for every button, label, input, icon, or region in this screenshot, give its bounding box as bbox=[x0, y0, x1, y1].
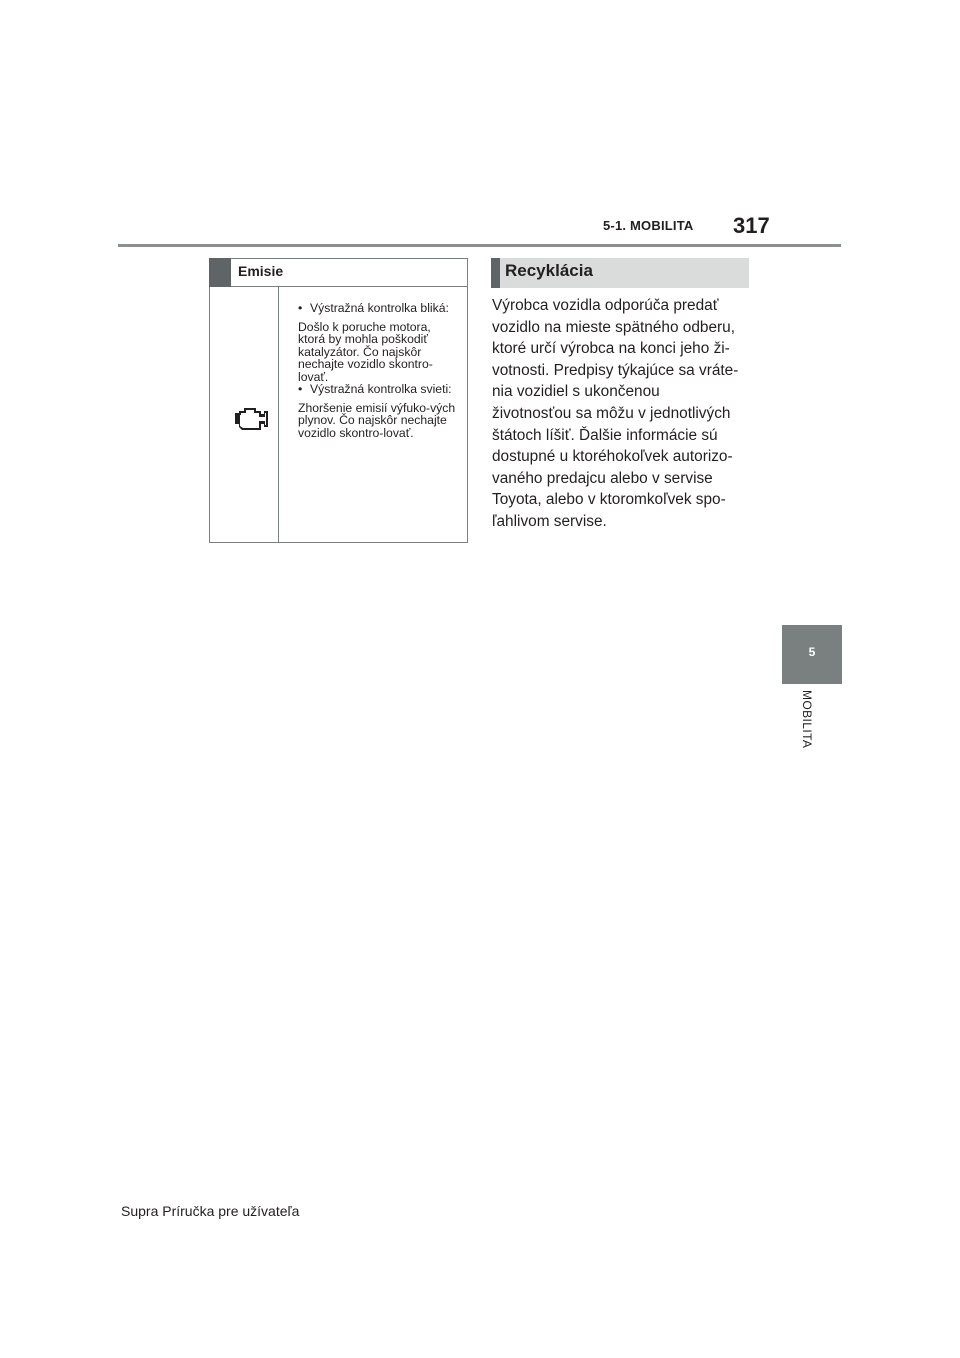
recyklacia-line: ktoré určí výrobca na konci jeho ži- bbox=[492, 340, 730, 358]
emisie-title: Emisie bbox=[238, 263, 284, 279]
footer-text: Supra Príručka pre užívateľa bbox=[121, 1203, 300, 1219]
emisie-description bbox=[298, 302, 460, 439]
header-divider bbox=[118, 244, 841, 247]
recyklacia-line: životnosťou sa môžu v jednotlivých bbox=[492, 404, 731, 422]
check-engine-icon bbox=[232, 404, 272, 434]
recyklacia-line: ľahlivom servise. bbox=[492, 512, 607, 530]
warning-steady-text: Zhoršenie emisií výfuko-vých plynov. Čo najskôr nechajte vozidlo skontro-lovať. bbox=[298, 400, 456, 440]
recyklacia-line: vozidlo na mieste spätného odberu, bbox=[492, 318, 735, 336]
emisie-header-bar bbox=[209, 258, 231, 287]
recyklacia-line: dostupné u ktoréhokoľvek autorizo- bbox=[492, 448, 733, 466]
recyklacia-title: Recyklácia bbox=[505, 261, 593, 280]
chapter-tab-number: 5 bbox=[808, 645, 816, 659]
emisie-table-divider bbox=[278, 287, 279, 543]
recyklacia-line: vaného predajcu alebo v servise bbox=[492, 469, 713, 487]
recyklacia-line: Výrobca vozidla odporúča predať bbox=[492, 297, 719, 314]
warning-blinking-bullet: • Výstražná kontrolka bliká: bbox=[298, 302, 460, 315]
warning-steady-bullet: • Výstražná kontrolka svieti: bbox=[298, 383, 460, 396]
recyklacia-line: votnosti. Predpisy týkajúce sa vráte- bbox=[492, 361, 739, 379]
page-number: 317 bbox=[733, 213, 770, 238]
recyklacia-line: štátoch líšiť. Ďalšie informácie sú bbox=[492, 426, 718, 444]
chapter-tab-label: MOBILITA bbox=[800, 690, 814, 749]
warning-blinking-text: Došlo k poruche motora, ktorá by mohla poškodiť katalyzátor. Čo najskôr nechajte vozidlo skontro-lovať. bbox=[298, 319, 433, 384]
section-title: 5-1. MOBILITA bbox=[603, 218, 694, 233]
recyklacia-header-bar bbox=[491, 258, 500, 288]
recyklacia-line: Toyota, alebo v ktoromkoľvek spo- bbox=[492, 491, 726, 509]
recyklacia-line: nia vozidiel s ukončenou bbox=[492, 383, 660, 401]
recyklacia-paragraph bbox=[492, 295, 754, 533]
